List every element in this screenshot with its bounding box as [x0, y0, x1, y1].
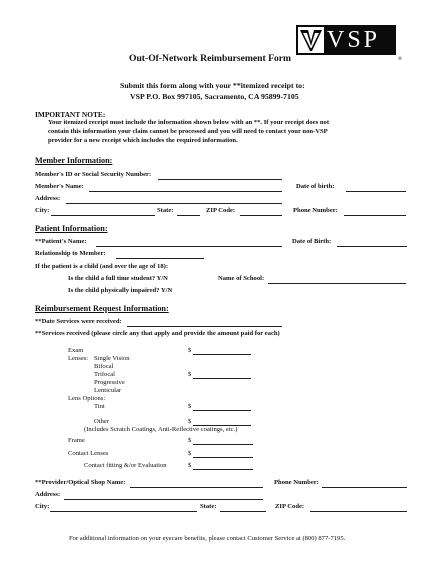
member-name-field[interactable]: [89, 191, 282, 192]
provider-address-label: Address:: [35, 491, 61, 498]
service-date-field[interactable]: [127, 326, 282, 327]
important-note-heading: IMPORTANT NOTE:: [35, 110, 106, 119]
services-received-label: **Services received (please circle any that apply and provide the amount paid for each): [35, 330, 280, 337]
contact-fitting-dollar: $: [188, 462, 192, 469]
member-phone-label: Phone Number:: [293, 207, 338, 214]
child-condition-text: If the patient is a child (and over the age of 18):: [35, 263, 169, 270]
note-line-2: contain this information your claim cannot be processed and you will need to contact your non-VSP: [48, 128, 328, 135]
provider-name-field[interactable]: [130, 487, 263, 488]
member-id-label: Member's ID or Social Security Number:: [35, 171, 152, 178]
member-dob-field[interactable]: [346, 191, 406, 192]
patient-dob-label: Date of Birth:: [292, 238, 332, 245]
provider-zip-label: ZIP Code:: [275, 503, 305, 510]
member-state-label: State:: [157, 207, 174, 214]
single-vision-option[interactable]: Single Vision: [94, 355, 130, 362]
lenses-label: Lenses:: [68, 355, 89, 362]
school-field[interactable]: [268, 283, 406, 284]
submit-instruction: Submit this form along with your **itemized receipt to:: [120, 81, 305, 90]
patient-dob-field[interactable]: [337, 246, 407, 247]
contact-lenses-amount-field[interactable]: [193, 457, 253, 458]
member-address-field[interactable]: [66, 203, 282, 204]
member-zip-label: ZIP Code:: [206, 207, 236, 214]
member-state-field[interactable]: [177, 215, 200, 216]
other-note: (Includes Scratch Coatings, Anti-Reflective coatings, etc.): [84, 426, 238, 433]
provider-city-field[interactable]: [50, 511, 197, 512]
lens-options-label: Lens Options:: [68, 395, 106, 402]
vsp-emblem-icon: [298, 27, 324, 53]
member-phone-field[interactable]: [344, 215, 406, 216]
footer-contact-text: For additional information on your eyecare benefits, please contact Customer Service at (800) 877-7195.: [69, 535, 346, 542]
provider-address-field[interactable]: [64, 499, 263, 500]
exam-label: Exam: [68, 347, 84, 354]
patient-section-heading: Patient Information:: [35, 224, 108, 233]
contact-fitting-amount-field[interactable]: [193, 469, 253, 470]
contact-fitting-label: Contact fitting &/or Evaluation: [84, 462, 167, 469]
provider-phone-field[interactable]: [322, 487, 407, 488]
member-city-field[interactable]: [51, 215, 155, 216]
frame-amount-field[interactable]: [193, 444, 253, 445]
frame-label: Frame: [68, 437, 85, 444]
progressive-option[interactable]: Progressive: [94, 379, 125, 386]
tint-option[interactable]: Tint: [94, 403, 105, 410]
lenses-amount-field[interactable]: [193, 378, 251, 379]
provider-state-field[interactable]: [220, 511, 266, 512]
member-dob-label: Date of birth:: [296, 183, 335, 190]
note-line-3: provider for a new receipt which includes the required information.: [48, 137, 238, 144]
impaired-question: Is the child physically impaired? Y/N: [68, 287, 173, 294]
provider-city-label: City:: [35, 503, 50, 510]
trifocal-option[interactable]: Trifocal: [94, 371, 116, 378]
tint-amount-field[interactable]: [193, 410, 251, 411]
student-question: Is the child a full time student? Y/N: [68, 275, 168, 282]
form-title: Out-Of-Network Reimbursement Form: [129, 53, 291, 64]
provider-zip-field[interactable]: [310, 511, 407, 512]
logo-text: VSP: [327, 27, 381, 53]
patient-name-field[interactable]: [96, 246, 282, 247]
member-name-label: Member's Name:: [35, 183, 84, 190]
other-dollar: $: [188, 418, 192, 425]
member-section-heading: Member Information:: [35, 156, 113, 165]
reimbursement-section-heading: Reimbursement Request Information:: [35, 304, 169, 313]
contact-lenses-label: Contact Lenses: [68, 450, 109, 457]
other-option[interactable]: Other: [94, 418, 110, 425]
member-city-label: City:: [35, 207, 50, 214]
member-zip-field[interactable]: [240, 215, 282, 216]
registered-mark: ®: [398, 56, 402, 61]
bifocal-option[interactable]: Bifocal: [94, 363, 114, 370]
contact-lenses-dollar: $: [188, 450, 192, 457]
lenses-dollar: $: [188, 371, 192, 378]
mailing-address: VSP P.O. Box 997105, Sacramento, CA 95899-7105: [130, 92, 299, 101]
member-id-field[interactable]: [158, 179, 282, 180]
exam-amount-field[interactable]: [193, 354, 251, 355]
provider-name-label: **Provider/Optical Shop Name:: [35, 479, 126, 486]
exam-dollar: $: [188, 347, 192, 354]
frame-dollar: $: [188, 437, 192, 444]
note-line-1: Your itemized receipt must include the information shown below with an **. If your receipt does not: [48, 119, 330, 126]
service-date-label: **Date Services were received:: [35, 318, 122, 325]
provider-phone-label: Phone Number:: [274, 479, 319, 486]
relationship-field[interactable]: [116, 258, 204, 259]
provider-state-label: State:: [200, 503, 217, 510]
lenticular-option[interactable]: Lenticular: [94, 387, 122, 394]
relationship-label: Relationship to Member:: [35, 250, 106, 257]
tint-dollar: $: [188, 403, 192, 410]
member-address-label: Address:: [35, 195, 61, 202]
school-label: Name of School:: [218, 275, 265, 282]
patient-name-label: **Patient's Name:: [35, 238, 87, 245]
